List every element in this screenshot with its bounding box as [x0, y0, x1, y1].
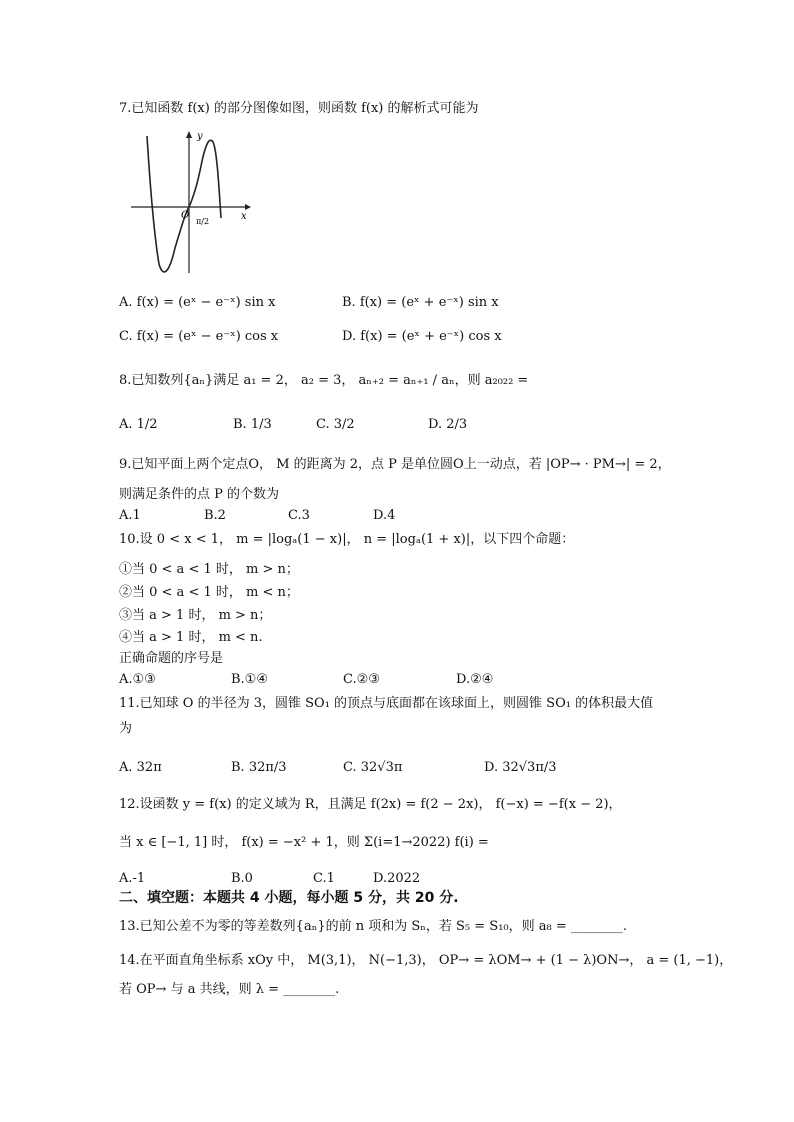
q10-proposition-2: ②当 0 < a < 1 时， m < n； — [119, 585, 299, 600]
q12-option-b[interactable]: B.0 — [231, 871, 253, 886]
q9-option-a[interactable]: A.1 — [119, 508, 141, 523]
q8-option-b[interactable]: B. 1/3 — [233, 417, 272, 432]
q12-line1: 12.设函数 y = f(x) 的定义域为 R，且满足 f(2x) = f(2 − 2x)， f(−x) = −f(x − 2)， — [119, 797, 622, 812]
q10-proposition-4: ④当 a > 1 时， m < n. — [119, 630, 263, 645]
q10-stem: 10.设 0 < x < 1， m = |logₐ(1 − x)|， n = |logₐ(1 + x)|，以下四个命题： — [119, 532, 575, 547]
q11-option-c[interactable]: C. 32√3π — [343, 760, 403, 775]
q9-option-d[interactable]: D.4 — [373, 508, 396, 523]
q14-line2: 若 OP→ 与 a 共线，则 λ = ________. — [119, 982, 340, 997]
q11-option-b[interactable]: B. 32π/3 — [231, 760, 287, 775]
section-2-heading: 二、填空题：本题共 4 小题，每小题 5 分，共 20 分. — [119, 890, 459, 906]
q12-line2: 当 x ∈ [−1, 1] 时， f(x) = −x² + 1，则 Σ(i=1→2022) f(i) = — [119, 835, 489, 850]
q7-option-d[interactable]: D. f(x) = (eˣ + e⁻ˣ) cos x — [342, 329, 502, 344]
function-curve — [147, 136, 221, 272]
q10-proposition-3: ③当 a > 1 时， m > n； — [119, 608, 272, 623]
q11-line1: 11.已知球 O 的半径为 3，圆锥 SO₁ 的顶点与底面都在该球面上，则圆锥 SO₁ 的体积最大值 — [119, 696, 654, 711]
q12-option-a[interactable]: A.-1 — [119, 871, 146, 886]
q8-option-d[interactable]: D. 2/3 — [428, 417, 468, 432]
q10-option-a[interactable]: A.①③ — [119, 672, 156, 687]
q10-proposition-1: ①当 0 < a < 1 时， m > n； — [119, 562, 299, 577]
q14-line1: 14.在平面直角坐标系 xOy 中， M(3,1)， N(−1,3)， OP→ = λOM→ + (1 − λ)ON→， a = (1, −1)， — [119, 953, 733, 968]
x-axis-arrow — [245, 204, 251, 210]
q11-option-a[interactable]: A. 32π — [119, 760, 162, 775]
q7-function-graph — [127, 128, 253, 278]
q10-option-b[interactable]: B.①④ — [231, 672, 268, 687]
y-axis-label: y — [197, 131, 203, 142]
q11-option-d[interactable]: D. 32√3π/3 — [484, 760, 557, 775]
q10-option-d[interactable]: D.②④ — [456, 672, 494, 687]
q7-option-a[interactable]: A. f(x) = (eˣ − e⁻ˣ) sin x — [119, 295, 276, 310]
q7-option-c[interactable]: C. f(x) = (eˣ − e⁻ˣ) cos x — [119, 329, 279, 344]
q8-option-c[interactable]: C. 3/2 — [316, 417, 355, 432]
q7-stem: 7.已知函数 f(x) 的部分图像如图，则函数 f(x) 的解析式可能为 — [119, 101, 479, 116]
y-axis-arrow — [186, 131, 192, 138]
q12-option-c[interactable]: C.1 — [313, 871, 335, 886]
q9-line1: 9.已知平面上两个定点O， M 的距离为 2，点 P 是单位圆O上一动点，若 |OP→ · PM→| = 2， — [119, 457, 671, 472]
q9-option-b[interactable]: B.2 — [204, 508, 226, 523]
q8-stem: 8.已知数列{aₙ}满足 a₁ = 2， a₂ = 3， aₙ₊₂ = aₙ₊₁ / aₙ，则 a₂₀₂₂ = — [119, 373, 529, 388]
q9-line2: 则满足条件的点 P 的个数为 — [119, 487, 280, 502]
q12-option-d[interactable]: D.2022 — [373, 871, 421, 886]
q8-option-a[interactable]: A. 1/2 — [119, 417, 158, 432]
q13-text: 13.已知公差不为零的等差数列{aₙ}的前 n 项和为 Sₙ，若 S₅ = S₁₀，则 a₈ = ________. — [119, 919, 628, 934]
origin-label: O — [181, 210, 190, 221]
x-axis-label: x — [241, 211, 247, 222]
q10-option-c[interactable]: C.②③ — [343, 672, 380, 687]
tick-label-pi-over-2: π/2 — [196, 217, 210, 226]
q9-option-c[interactable]: C.3 — [288, 508, 310, 523]
q7-option-b[interactable]: B. f(x) = (eˣ + e⁻ˣ) sin x — [342, 295, 499, 310]
q10-ask: 正确命题的序号是 — [119, 651, 224, 666]
q11-line2: 为 — [119, 721, 133, 736]
